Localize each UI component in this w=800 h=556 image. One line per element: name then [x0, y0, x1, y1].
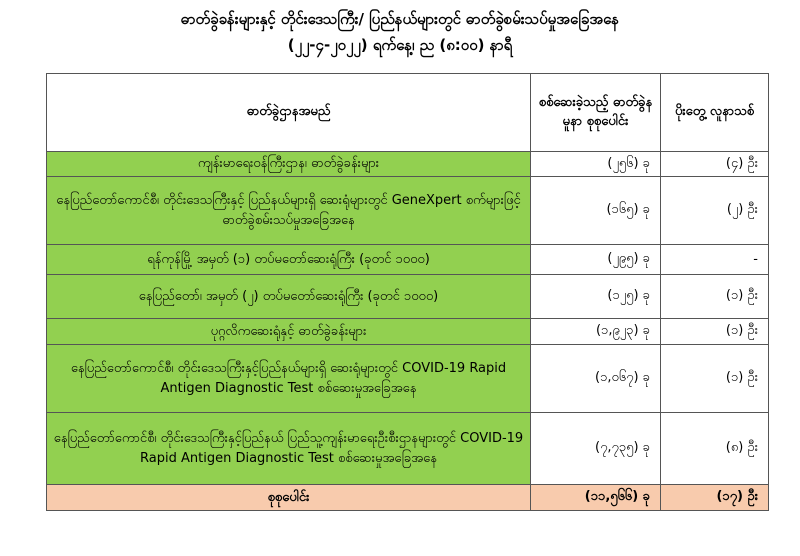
- positive-count: (၂) ဦး: [661, 177, 769, 245]
- header-lab-name: ဓာတ်ခွဲဌာနအမည်: [47, 74, 531, 152]
- positive-count: (၄) ဦး: [661, 152, 769, 177]
- tested-count: (၇,၇၃၅) ခု: [531, 413, 661, 485]
- lab-name: နေပြည်တော်ကောင်စီ၊ တိုင်းဒေသကြီးနှင့်ပြည်နယ်များရှိ ဆေးရုံများတွင် COVID-19 Rapid Antigen Diagnostic Test စစ်ဆေးမှုအခြေအနေ: [47, 345, 531, 413]
- report-title: ဓာတ်ခွဲခန်းများနှင့် တိုင်းဒေသကြီး/ ပြည်နယ်များတွင် ဓာတ်ခွဲစမ်းသပ်မှုအခြေအနေ: [180, 10, 620, 28]
- tested-count: (၁၆၅) ခု: [531, 177, 661, 245]
- total-positive: (၁၇) ဦး: [661, 485, 769, 511]
- positive-count: -: [661, 245, 769, 275]
- table-row: [47, 413, 769, 485]
- lab-name: နေပြည်တော်ကောင်စီ၊ တိုင်းဒေသကြီးနှင့် ပြည်နယ်များရှိ ဆေးရုံများတွင် GeneXpert စက်များဖြင့် ဓာတ်ခွဲစမ်းသပ်မှုအခြေအနေ: [47, 177, 531, 245]
- tested-count: (၁,၀၆၇) ခု: [531, 345, 661, 413]
- table-row: [47, 152, 769, 177]
- tested-count: (၁၂၅) ခု: [531, 275, 661, 319]
- lab-name: နေပြည်တော်၊ အမှတ် (၂) တပ်မတော်ဆေးရုံကြီး (ခုတင် ၁၀၀၀): [47, 275, 531, 319]
- report-date: (၂၂-၄-၂၀၂၂) ရက်နေ့၊ ည (၈:၀၀) နာရီ: [287, 36, 513, 54]
- table-row: [47, 345, 769, 413]
- header-positive: ပိုးတွေ့ လူနာသစ်: [661, 74, 769, 152]
- table-row: [47, 245, 769, 275]
- total-label: စုစုပေါင်း: [47, 485, 531, 511]
- testing-table: [46, 73, 769, 511]
- tested-count: (၁,၉၂၃) ခု: [531, 319, 661, 345]
- table-header-row: [47, 74, 769, 152]
- positive-count: (၁) ဦး: [661, 345, 769, 413]
- positive-count: (၁) ဦး: [661, 275, 769, 319]
- table-row: [47, 275, 769, 319]
- positive-count: (၈) ဦး: [661, 413, 769, 485]
- total-tested: (၁၁,၅၆၆) ခု: [531, 485, 661, 511]
- total-row: [47, 485, 769, 511]
- positive-count: (၁) ဦး: [661, 319, 769, 345]
- lab-name: နေပြည်တော်ကောင်စီ၊ တိုင်းဒေသကြီးနှင့်ပြည်နယ် ပြည်သူ့ကျန်းမာရေးဦးစီးဌာနများတွင် COVID-19 Rapid Antigen Diagnostic Test စစ်ဆေးမှုအခြေအနေ: [47, 413, 531, 485]
- table-row: [47, 319, 769, 345]
- header-tested: စစ်ဆေးခဲ့သည့် ဓာတ်ခွဲနမူနာ စုစုပေါင်း: [531, 74, 661, 152]
- lab-name: ရန်ကုန်မြို့ အမှတ် (၁) တပ်မတော်ဆေးရုံကြီး (ခုတင် ၁၀၀၀): [47, 245, 531, 275]
- lab-name: ပုဂ္ဂလိကဆေးရုံနှင့် ဓာတ်ခွဲခန်းများ: [47, 319, 531, 345]
- tested-count: (၂၉၅) ခု: [531, 245, 661, 275]
- table-row: [47, 177, 769, 245]
- lab-name: ကျန်းမာရေးဝန်ကြီးဌာန၊ ဓာတ်ခွဲခန်းများ: [47, 152, 531, 177]
- tested-count: (၂၅၆) ခု: [531, 152, 661, 177]
